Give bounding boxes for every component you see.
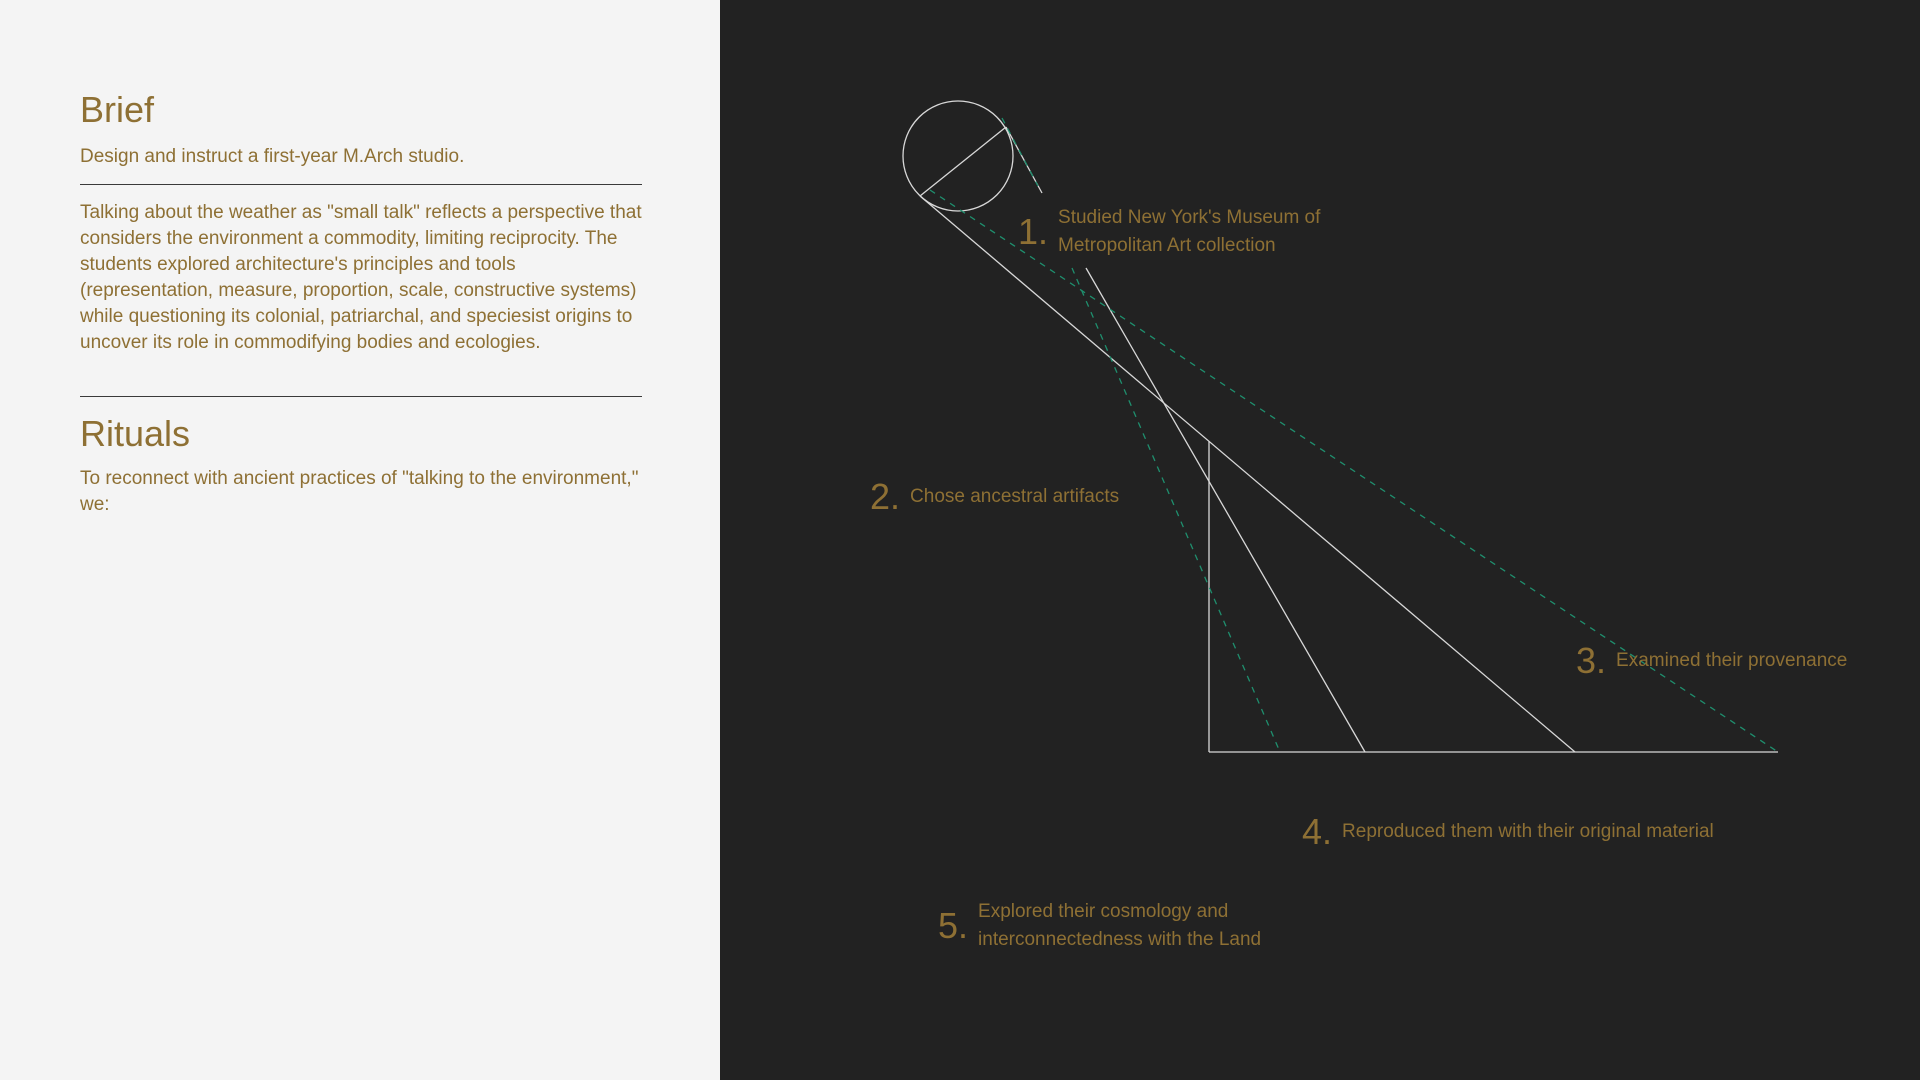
step-2 xyxy=(870,476,1120,517)
brief-body: Talking about the weather as "small talk" reflects a perspective that considers the environment a commodity, limiting reciprocity. The students explored architecture's principles and tools (representation, measure, proportion, scale, constructive systems) while questioning its colonial, patriarchal, and speciesist origins to uncover its role in commodifying bodies and ecologies. xyxy=(80,202,642,353)
rituals-heading: Rituals xyxy=(80,413,191,454)
circle-diameter-line xyxy=(920,127,1006,196)
divider xyxy=(80,396,642,397)
step-text: Examined their provenance xyxy=(1616,650,1848,671)
step-5 xyxy=(938,898,1261,954)
step-number: 4. xyxy=(1302,811,1333,852)
diagram-panel xyxy=(720,0,1920,1080)
long-diagonal-line xyxy=(920,196,1575,752)
step-3 xyxy=(1576,640,1848,681)
left-panel xyxy=(0,0,720,1080)
step-text: Reproduced them with their original material xyxy=(1342,821,1714,842)
step-number: 5. xyxy=(938,905,969,946)
divider xyxy=(80,184,642,185)
inner-diagonal-line xyxy=(1086,268,1365,752)
step-text: Studied New York's Museum of Metropolitan Art collection xyxy=(1058,207,1321,256)
step-number: 3. xyxy=(1576,640,1607,681)
ritual-diagram xyxy=(720,0,1920,1080)
step-4 xyxy=(1302,811,1714,852)
rituals-intro: To reconnect with ancient practices of "talking to the environment," we: xyxy=(80,468,639,515)
brief-heading: Brief xyxy=(80,89,155,130)
step-1 xyxy=(1018,204,1320,260)
step-number: 1. xyxy=(1018,211,1049,252)
step-text: Chose ancestral artifacts xyxy=(910,486,1120,507)
step-number: 2. xyxy=(870,476,901,517)
sun-circle xyxy=(903,101,1013,211)
step-text: Explored their cosmology and interconnectedness with the Land xyxy=(978,901,1262,950)
brief-subtitle: Design and instruct a first-year M.Arch studio. xyxy=(80,146,465,167)
dashed-ray-short xyxy=(1002,118,1038,186)
